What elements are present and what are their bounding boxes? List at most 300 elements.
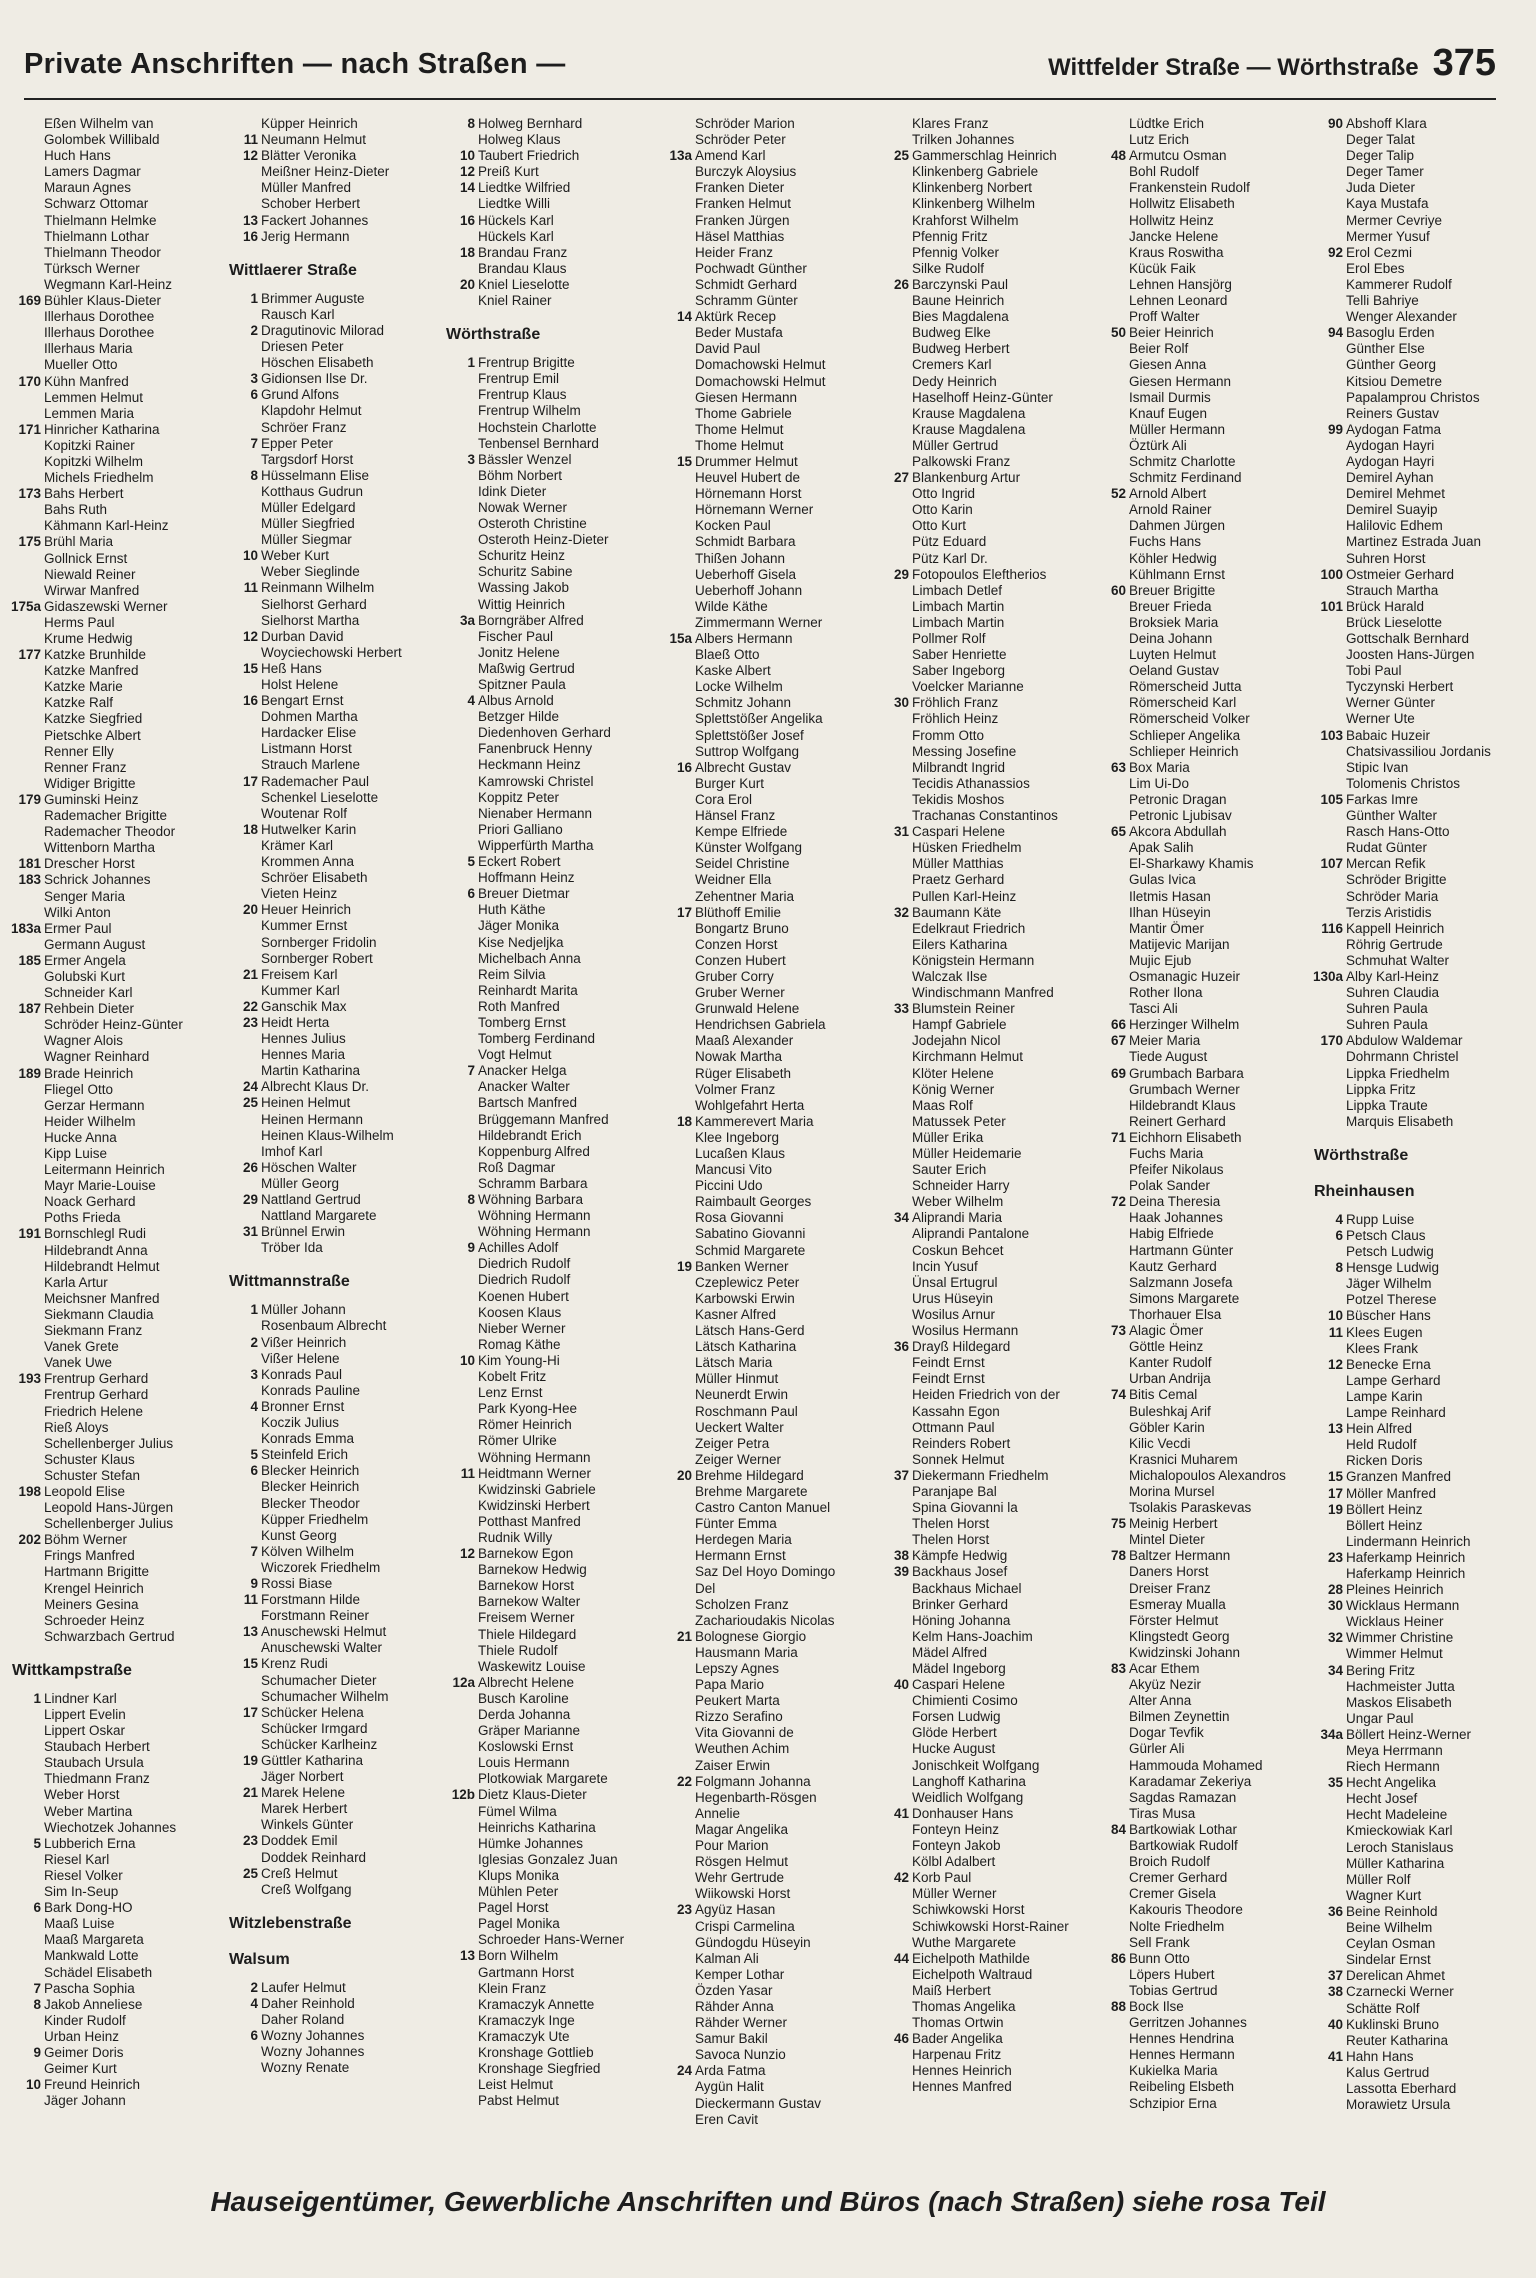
resident-name: Trachanas Constantinos bbox=[912, 808, 1058, 824]
list-item bbox=[661, 969, 874, 985]
resident-name: Paranjape Bal bbox=[912, 1483, 997, 1499]
house-number: 19 bbox=[242, 1753, 258, 1768]
list-item bbox=[227, 1673, 440, 1689]
list-item bbox=[444, 613, 657, 629]
resident-name: Krause Magdalena bbox=[912, 405, 1026, 421]
list-item bbox=[878, 744, 1091, 760]
resident-name: Schröer Franz bbox=[261, 419, 347, 435]
list-item bbox=[661, 1452, 874, 1468]
resident-name: Kramaczyk Annette bbox=[478, 1996, 595, 2012]
list-item bbox=[1312, 164, 1525, 180]
resident-name: Morina Mursel bbox=[1129, 1483, 1215, 1499]
resident-name: Schuritz Sabine bbox=[478, 564, 573, 580]
resident-name: Holst Helene bbox=[261, 677, 339, 692]
list-item bbox=[444, 709, 657, 725]
resident-name: Wöhning Hermann bbox=[478, 1449, 591, 1465]
resident-name: Staubach Herbert bbox=[44, 1739, 150, 1755]
list-item bbox=[1095, 615, 1308, 631]
resident-name: Feindt Ernst bbox=[912, 1371, 985, 1387]
resident-name: Brück Lieselotte bbox=[1346, 614, 1443, 630]
list-item bbox=[444, 1015, 657, 1031]
list-item bbox=[1312, 792, 1525, 808]
list-item bbox=[444, 1836, 657, 1852]
resident-name: Eren Cavit bbox=[695, 2111, 759, 2126]
list-item bbox=[1312, 390, 1525, 406]
list-item bbox=[444, 548, 657, 564]
house-number: 103 bbox=[1320, 727, 1343, 743]
list-item bbox=[227, 693, 440, 709]
list-item bbox=[227, 1431, 440, 1447]
list-item bbox=[444, 1546, 657, 1562]
resident-name: Eichhorn Elisabeth bbox=[1129, 1129, 1242, 1145]
list-item bbox=[444, 1289, 657, 1305]
list-item bbox=[661, 1259, 874, 1275]
list-item bbox=[444, 790, 657, 806]
resident-name: Hampf Gabriele bbox=[912, 1017, 1007, 1033]
list-item bbox=[10, 1033, 223, 1049]
list-item bbox=[1312, 1308, 1525, 1324]
list-item bbox=[1312, 679, 1525, 695]
header-right bbox=[1048, 42, 1496, 85]
list-item bbox=[10, 196, 223, 212]
resident-name: Franken Dieter bbox=[695, 180, 785, 196]
resident-name: Neumann Helmut bbox=[261, 132, 367, 148]
resident-name: Drayß Hildegard bbox=[912, 1339, 1011, 1355]
resident-name: Milbrandt Ingrid bbox=[912, 759, 1006, 775]
list-item bbox=[661, 1500, 874, 1516]
list-item bbox=[10, 454, 223, 470]
list-item bbox=[1312, 1646, 1525, 1662]
list-item bbox=[444, 806, 657, 822]
resident-name: Wagner Reinhard bbox=[44, 1049, 150, 1065]
resident-name: Kipp Luise bbox=[44, 1146, 108, 1161]
resident-name: Reuter Katharina bbox=[1346, 2032, 1449, 2048]
list-item bbox=[1095, 1339, 1308, 1355]
list-item bbox=[878, 1725, 1091, 1741]
list-item bbox=[878, 1387, 1091, 1403]
resident-name: Gerzar Hermann bbox=[44, 1097, 145, 1113]
resident-name: Fuchs Hans bbox=[1129, 534, 1202, 550]
resident-name: Kraus Roswitha bbox=[1129, 244, 1224, 260]
list-item bbox=[444, 355, 657, 371]
resident-name: Bässler Wenzel bbox=[478, 451, 572, 467]
resident-name: Tekidis Moshos bbox=[912, 791, 1005, 807]
list-item bbox=[661, 309, 874, 325]
resident-name: Reinmann Wilhelm bbox=[261, 580, 375, 596]
list-item bbox=[1312, 1260, 1525, 1276]
list-item bbox=[1095, 1500, 1308, 1516]
list-item bbox=[1312, 1357, 1525, 1373]
resident-name: Gruber Corry bbox=[695, 968, 774, 984]
resident-name: Bies Magdalena bbox=[912, 309, 1009, 325]
resident-name: Gräper Marianne bbox=[478, 1723, 581, 1739]
list-item bbox=[227, 1318, 440, 1334]
resident-name: Fromm Otto bbox=[912, 727, 985, 743]
resident-name: Müller Erika bbox=[912, 1129, 984, 1145]
list-item bbox=[661, 148, 874, 164]
resident-name: Blankenburg Artur bbox=[912, 470, 1021, 486]
list-item bbox=[878, 1693, 1091, 1709]
resident-name: Lucaßen Klaus bbox=[695, 1146, 786, 1161]
list-item bbox=[661, 953, 874, 969]
list-item bbox=[227, 822, 440, 838]
list-item bbox=[444, 484, 657, 500]
list-item bbox=[1095, 1049, 1308, 1065]
list-item bbox=[10, 1162, 223, 1178]
list-item bbox=[661, 551, 874, 567]
resident-name: Golubski Kurt bbox=[44, 968, 126, 984]
house-number: 15 bbox=[242, 1656, 258, 1672]
resident-name: Büscher Hans bbox=[1346, 1308, 1431, 1324]
resident-name: Jäger Norbert bbox=[261, 1769, 344, 1785]
list-item bbox=[878, 518, 1091, 534]
list-item bbox=[878, 2015, 1091, 2031]
list-item bbox=[878, 551, 1091, 567]
resident-name: Senger Maria bbox=[44, 888, 126, 904]
list-item bbox=[444, 532, 657, 548]
house-number: 12b bbox=[451, 1787, 475, 1803]
resident-name: Rother Ilona bbox=[1129, 985, 1203, 1001]
list-item bbox=[1095, 1983, 1308, 1999]
resident-name: Göttle Heinz bbox=[1129, 1339, 1204, 1355]
resident-name: Thielmann Helmke bbox=[44, 212, 157, 228]
list-item bbox=[10, 2029, 223, 2045]
resident-name: Halilovic Edhem bbox=[1346, 518, 1443, 534]
resident-name: Budweg Herbert bbox=[912, 341, 1010, 357]
resident-name: Koppitz Peter bbox=[478, 789, 560, 805]
list-item bbox=[878, 1806, 1091, 1822]
list-item bbox=[878, 1371, 1091, 1387]
list-item bbox=[10, 647, 223, 663]
house-number: 66 bbox=[1110, 1017, 1126, 1033]
list-item bbox=[661, 1066, 874, 1082]
resident-name: Lampe Karin bbox=[1346, 1388, 1423, 1404]
resident-name: Albers Hermann bbox=[695, 631, 793, 646]
list-item bbox=[444, 1401, 657, 1417]
resident-name: Urban Heinz bbox=[44, 2028, 120, 2044]
resident-name: Listmann Horst bbox=[261, 741, 352, 757]
list-item bbox=[227, 613, 440, 629]
list-item bbox=[878, 889, 1091, 905]
resident-name: Bartkowiak Rudolf bbox=[1129, 1838, 1238, 1854]
list-item bbox=[1312, 1904, 1525, 1920]
resident-name: Römerscheid Jutta bbox=[1129, 679, 1242, 695]
list-item bbox=[444, 277, 657, 293]
list-item bbox=[1312, 1695, 1525, 1711]
resident-name: Kummer Ernst bbox=[261, 918, 348, 934]
list-item bbox=[661, 1709, 874, 1725]
resident-name: Haselhoff Heinz-Günter bbox=[912, 389, 1053, 405]
resident-name: Demirel Suayip bbox=[1346, 502, 1438, 518]
resident-name: Urus Hüseyin bbox=[912, 1290, 994, 1306]
resident-name: Caspari Helene bbox=[912, 1677, 1006, 1693]
resident-name: Schröder Heinz-Günter bbox=[44, 1017, 183, 1033]
resident-name: Meier Maria bbox=[1129, 1033, 1201, 1049]
resident-name: Weuthen Achim bbox=[695, 1741, 790, 1757]
list-item bbox=[444, 1031, 657, 1047]
list-item bbox=[444, 2077, 657, 2093]
column-5 bbox=[878, 116, 1091, 2126]
list-item bbox=[661, 1774, 874, 1790]
resident-name: Fünter Emma bbox=[695, 1516, 777, 1532]
resident-name: Broksiek Maria bbox=[1129, 614, 1219, 630]
resident-name: Splettstößer Angelika bbox=[695, 711, 823, 727]
resident-name: Klinkenberg Norbert bbox=[912, 180, 1033, 196]
list-item bbox=[661, 1355, 874, 1371]
resident-name: Preiß Kurt bbox=[478, 164, 539, 180]
list-item bbox=[1312, 196, 1525, 212]
resident-name: Otto Karin bbox=[912, 502, 973, 518]
resident-name: Kalus Gertrud bbox=[1346, 2064, 1430, 2080]
resident-name: Deger Talip bbox=[1346, 148, 1415, 164]
resident-name: Arnold Albert bbox=[1129, 486, 1207, 502]
resident-name: Albrecht Klaus Dr. bbox=[261, 1079, 370, 1095]
list-item bbox=[878, 872, 1091, 888]
house-number: 11 bbox=[243, 132, 258, 148]
resident-name: Hollwitz Elisabeth bbox=[1129, 196, 1235, 212]
list-item bbox=[10, 1613, 223, 1629]
resident-name: Mankwald Lotte bbox=[44, 1948, 139, 1964]
resident-name: Lippka Friedhelm bbox=[1346, 1065, 1450, 1081]
list-item bbox=[444, 1755, 657, 1771]
list-item bbox=[1312, 2097, 1525, 2113]
list-item bbox=[10, 856, 223, 872]
list-item bbox=[878, 1902, 1091, 1918]
resident-name: Abshoff Klara bbox=[1346, 116, 1427, 131]
resident-name: Kise Nedjeljka bbox=[478, 934, 564, 950]
list-item bbox=[661, 1420, 874, 1436]
list-item bbox=[1312, 824, 1525, 840]
resident-name: Alter Anna bbox=[1129, 1693, 1192, 1709]
list-item bbox=[227, 1367, 440, 1383]
list-item bbox=[1312, 840, 1525, 856]
list-item bbox=[1095, 245, 1308, 261]
list-item bbox=[444, 1804, 657, 1820]
list-item bbox=[227, 1144, 440, 1160]
resident-name: Frentrup Emil bbox=[478, 371, 560, 387]
list-item bbox=[10, 969, 223, 985]
resident-name: Ganschik Max bbox=[261, 998, 347, 1014]
list-item bbox=[444, 1433, 657, 1449]
house-number: 15 bbox=[1327, 1469, 1343, 1485]
house-number: 32 bbox=[1327, 1630, 1343, 1646]
resident-name: Poths Frieda bbox=[44, 1210, 121, 1226]
house-number: 6 bbox=[33, 1900, 41, 1916]
list-item bbox=[227, 951, 440, 967]
house-number: 16 bbox=[242, 228, 258, 244]
list-item bbox=[227, 1128, 440, 1144]
resident-name: Burczyk Aloysius bbox=[695, 164, 797, 180]
resident-name: Riesel Karl bbox=[44, 1851, 110, 1867]
list-item bbox=[878, 357, 1091, 373]
resident-name: Guminski Heinz bbox=[44, 791, 139, 807]
list-item bbox=[1095, 293, 1308, 309]
list-item bbox=[1312, 1727, 1525, 1743]
resident-name: Schiwkowski Horst bbox=[912, 1902, 1025, 1918]
list-item bbox=[1095, 1355, 1308, 1371]
page-header bbox=[24, 40, 1496, 98]
resident-name: Hartmann Günter bbox=[1129, 1242, 1234, 1258]
house-number: 14 bbox=[459, 180, 475, 196]
resident-name: Annelie bbox=[695, 1805, 741, 1821]
house-number: 17 bbox=[1327, 1485, 1343, 1501]
resident-name: Möller Manfred bbox=[1346, 1485, 1437, 1501]
resident-name: Reinhardt Marita bbox=[478, 982, 578, 998]
resident-name: Bronner Ernst bbox=[261, 1398, 345, 1414]
house-number: 1 bbox=[33, 1690, 41, 1706]
resident-name: Jäger Johann bbox=[44, 2093, 126, 2109]
list-item bbox=[1095, 422, 1308, 438]
list-item bbox=[661, 534, 874, 550]
resident-name: Künster Wolfgang bbox=[695, 840, 803, 856]
resident-name: Waskewitz Louise bbox=[478, 1658, 586, 1674]
house-number: 28 bbox=[1327, 1582, 1343, 1598]
house-number: 48 bbox=[1110, 148, 1126, 164]
resident-name: Rademacher Theodor bbox=[44, 824, 176, 840]
list-item bbox=[1095, 969, 1308, 985]
list-item bbox=[227, 1980, 440, 1996]
list-item bbox=[661, 2015, 874, 2031]
list-item bbox=[661, 679, 874, 695]
resident-name: Lindermann Heinrich bbox=[1346, 1533, 1471, 1549]
resident-name: Mädel Ingeborg bbox=[912, 1661, 1006, 1676]
list-item bbox=[1312, 1823, 1525, 1839]
resident-name: Thiedmann Franz bbox=[44, 1771, 150, 1787]
resident-name: Grumbach Barbara bbox=[1129, 1065, 1244, 1081]
house-number: 44 bbox=[893, 1950, 909, 1966]
list-item bbox=[444, 1192, 657, 1208]
footer-note: Hauseigentümer, Gewerbliche Anschriften und Büros (nach Straßen) siehe rosa Teil bbox=[210, 2186, 1326, 2217]
resident-name: Eilers Katharina bbox=[912, 936, 1008, 952]
resident-name: Meinig Herbert bbox=[1129, 1516, 1218, 1532]
resident-name: Jerig Hermann bbox=[261, 228, 350, 244]
list-item bbox=[444, 999, 657, 1015]
list-item bbox=[10, 1307, 223, 1323]
resident-name: Tenbensel Bernhard bbox=[478, 435, 599, 451]
list-item bbox=[661, 277, 874, 293]
list-item bbox=[10, 229, 223, 245]
house-number: 60 bbox=[1110, 582, 1126, 598]
list-item bbox=[878, 1532, 1091, 1548]
list-item bbox=[444, 725, 657, 741]
house-number: 6 bbox=[250, 387, 258, 403]
list-item bbox=[444, 580, 657, 596]
resident-name: Heuer Heinrich bbox=[261, 902, 352, 918]
house-number: 193 bbox=[18, 1371, 41, 1387]
house-number: 33 bbox=[893, 1001, 909, 1017]
resident-name: Königstein Hermann bbox=[912, 952, 1035, 968]
resident-name: Epper Peter bbox=[261, 435, 334, 451]
resident-name: Römer Ulrike bbox=[478, 1433, 557, 1449]
resident-name: Rähder Anna bbox=[695, 1998, 774, 2014]
list-item bbox=[227, 180, 440, 196]
house-number: 67 bbox=[1110, 1033, 1126, 1049]
house-number: 8 bbox=[467, 116, 475, 131]
list-item bbox=[878, 1951, 1091, 1967]
list-item bbox=[444, 1321, 657, 1337]
list-item bbox=[1312, 1775, 1525, 1791]
resident-name: Schädel Elisabeth bbox=[44, 1964, 153, 1980]
list-item bbox=[10, 760, 223, 776]
list-item bbox=[878, 2031, 1091, 2047]
list-item bbox=[1312, 1212, 1525, 1228]
list-item bbox=[878, 1066, 1091, 1082]
resident-name: Kwidzinski Herbert bbox=[478, 1497, 590, 1513]
resident-name: Pochwadt Günther bbox=[695, 260, 807, 276]
house-number: 30 bbox=[1327, 1598, 1343, 1614]
list-item bbox=[10, 1900, 223, 1916]
resident-name: Gidionsen Ilse Dr. bbox=[261, 371, 368, 387]
resident-name: Luyten Helmut bbox=[1129, 647, 1217, 663]
header-rule bbox=[24, 98, 1496, 100]
list-item bbox=[10, 422, 223, 438]
list-item bbox=[444, 1627, 657, 1643]
resident-name: Schmidt Gerhard bbox=[695, 276, 798, 292]
resident-name: Anuschewski Helmut bbox=[261, 1624, 387, 1640]
resident-name: Aydogan Fatma bbox=[1346, 421, 1442, 437]
list-item bbox=[444, 2045, 657, 2061]
resident-name: Weber Martina bbox=[44, 1803, 133, 1819]
resident-name: Abdulow Waldemar bbox=[1346, 1033, 1463, 1049]
resident-name: Kummer Karl bbox=[261, 982, 340, 998]
list-item bbox=[10, 534, 223, 550]
list-item bbox=[1095, 229, 1308, 245]
resident-name: Mantir Ömer bbox=[1129, 920, 1205, 936]
list-item bbox=[1312, 1421, 1525, 1437]
list-item bbox=[1312, 856, 1525, 872]
list-item bbox=[444, 1594, 657, 1610]
resident-name: Juda Dieter bbox=[1346, 180, 1416, 196]
resident-name: Meiners Gesina bbox=[44, 1596, 139, 1612]
resident-name: Bahs Herbert bbox=[44, 486, 124, 502]
resident-name: Neunerdt Erwin bbox=[695, 1387, 789, 1403]
resident-name: Klinkenberg Wilhelm bbox=[912, 196, 1036, 212]
resident-name: Kniel Lieselotte bbox=[478, 276, 570, 292]
resident-name: Hückels Karl bbox=[478, 212, 554, 228]
list-item bbox=[444, 902, 657, 918]
resident-name: Rasch Hans-Otto bbox=[1346, 824, 1450, 840]
resident-name: Barnekow Egon bbox=[478, 1546, 574, 1562]
list-item bbox=[878, 1629, 1091, 1645]
list-item bbox=[1095, 1323, 1308, 1339]
resident-name: Schober Herbert bbox=[261, 196, 361, 212]
list-item bbox=[227, 213, 440, 229]
list-item bbox=[878, 1919, 1091, 1935]
list-item bbox=[444, 838, 657, 854]
list-item bbox=[1312, 1049, 1525, 1065]
resident-name: Apak Salih bbox=[1129, 840, 1194, 856]
list-item bbox=[1312, 872, 1525, 888]
resident-name: Raimbault Georges bbox=[695, 1194, 812, 1210]
resident-name: Aliprandi Maria bbox=[912, 1210, 1003, 1226]
list-item bbox=[1312, 969, 1525, 985]
house-number: 31 bbox=[242, 1224, 258, 1240]
resident-name: Heinen Hermann bbox=[261, 1111, 364, 1127]
list-item bbox=[1312, 1791, 1525, 1807]
list-item bbox=[1312, 1228, 1525, 1244]
resident-name: Mujic Ejub bbox=[1129, 952, 1192, 968]
resident-name: Höschen Walter bbox=[261, 1159, 357, 1175]
resident-name: Aktürk Recep bbox=[695, 309, 777, 325]
list-item bbox=[878, 196, 1091, 212]
resident-name: Ismail Durmis bbox=[1129, 389, 1211, 405]
resident-name: Otto Ingrid bbox=[912, 486, 976, 502]
list-item bbox=[10, 1243, 223, 1259]
resident-name: Heckmann Heinz bbox=[478, 757, 581, 773]
list-item bbox=[227, 387, 440, 403]
resident-name: Kähmann Karl-Heinz bbox=[44, 518, 169, 534]
list-item bbox=[10, 486, 223, 502]
